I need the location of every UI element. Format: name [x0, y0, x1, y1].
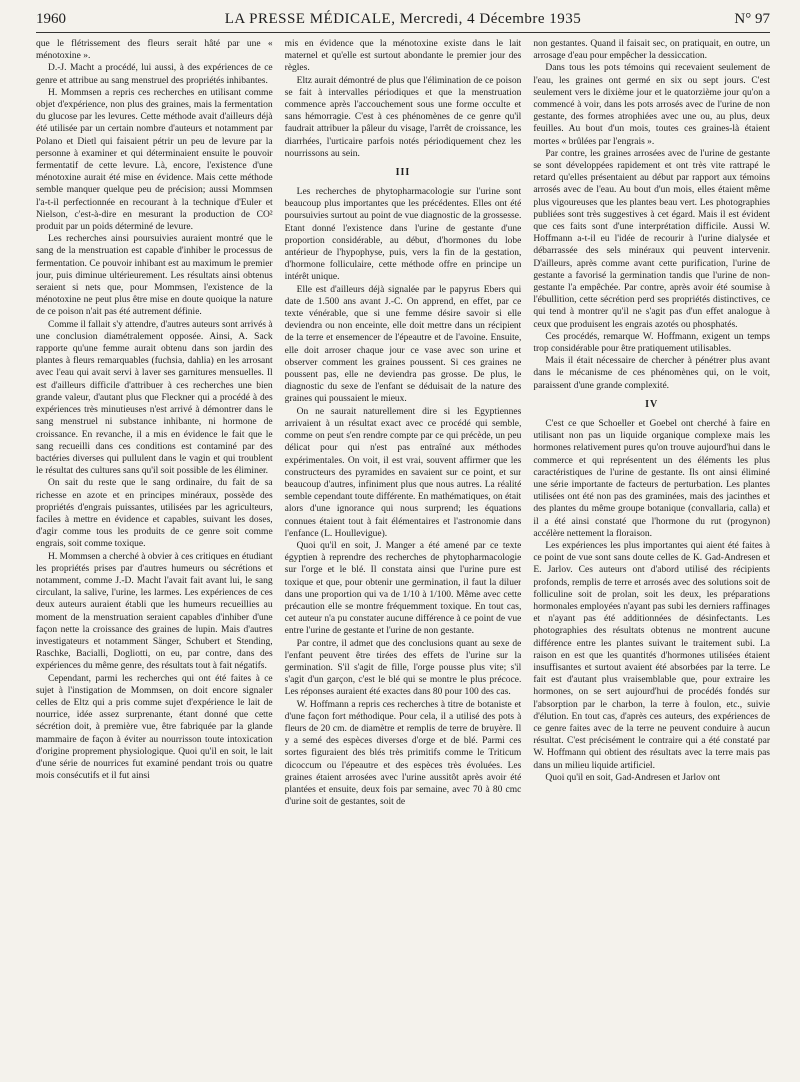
paragraph: Les recherches de phytopharmacologie sur l'urine sont beaucoup plus importantes que les précédentes. Elles ont été poursuivies surtout au point de vue diagnostic de la grossesse. Etant donné l'existence dans l'urine de gestante d'une proportion considérable, au début, d'hormones du lobe antérieur de l'hypophyse, puis, vers la fin de la gestation, d'hormone folliculaire, cette méthode offre en principe un intérêt unique. [284, 187, 522, 283]
paragraph: On sait du reste que le sang ordinaire, du fait de sa richesse en azote et en principes minéraux, possède des propriétés d'engrais puissantes, utilisées par les agriculteurs, faciles à mettre en évidence et capables, suivant les doses, d'agir comme tous les produits de ce genre soit comme engrais, soit comme toxique. [36, 478, 273, 550]
paragraph: Les expériences les plus importantes qui aient été faites à ce point de vue sont sans doute celles de K. Gad-Andresen et E. Jarlov. Ces auteurs ont d'abord utilisé des récipients profonds, remplis de terre et arrosés avec des solutions soit de folliculine soit de prolan, soit les deux, les préparations hormonales employées n'ayant pas subi les derniers raffinages et n'ayant pas été additionnées de désinfectants. Les photographies des résultats obtenus ne montrent aucune différence entre les plantes suivant le traitement subi. La raison en est que les quantités d'hormones utilisées étaient insuffisantes et surtout avaient été absorbées par la terre. Le fait est d'autant plus vraisemblable que, pour extraire les hormones, on se sert aujourd'hui de procédés fondés sur l'absorption par le charbon, la terre à foulon, etc., suivie d'élution. En tout cas, d'après ces auteurs, des expériences de ce genre faites avec de la terre ne peuvent conduire à aucun résultat. C'est précisément le contraire qui a été constaté par W. Hoffmann qui obtient des résultats avec la terre mais pas dans un milieu liquide artificiel. [533, 540, 770, 771]
paragraph: On ne saurait naturellement dire si les Egyptiennes arrivaient à un résultat exact avec ce procédé qui semble, comme on peut s'en rendre compte par ce qui précède, un peu délicat pour qui n'est pas entraîné aux méthodes expérimentales. On voit, il est vrai, souvent affirmer que les constructeurs des pyramides en savaient sur ce point, et sur beaucoup d'autres, infiniment plus que nous autres. La réalité semble cependant toute différente. En mathématiques, on était alors d'une ignorance qui nous surprend; les équations connues étaient tout à fait élémentaires et l'astronomie dans l'enfance (L. Houllevigue). [284, 406, 522, 539]
column-left [36, 38, 273, 1074]
paragraph: Eltz aurait démontré de plus que l'élimination de ce poison se fait à intervalles périodiques et que la menstruation commence après l'accouchement sous une forme occulte et sans hémorragie. C'est à ces phénomènes de ce genre qu'il faudrait attribuer la pâleur du visage, l'arrêt de croissance, les diarrhées, l'urticaire parfois notés périodiquement chez les nourrissons au sein. [284, 75, 522, 159]
paragraph: Les recherches ainsi poursuivies auraient montré que le sang de la menstruation est capable d'inhiber le processus de fermentation. Ce pouvoir inhibant est au maximum le premier jour, puis diminue ultérieurement. Les résultats ainsi obtenus seraient si nets que, pour Mommsen, l'existence de la ménotoxine ne peut plus être mise en doute quoique la nature de ce poison n'ait pas été autrement définie. [36, 234, 273, 318]
paragraph: Par contre, les graines arrosées avec de l'urine de gestante se sont développées rapidement et ont très vite rattrapé le retard qu'elles présentaient au début par rapport aux témoins arrosés avec de l'eau. Au bout d'un mois, elles étaient même plus vigoureuses que les plantes beau vert. Les photographies publiées sont très suggestives à cet égard. Mais il est évident que ces faits sont d'une interprétation difficile. Aussi W. Hoffmann a-t-il eu l'idée de recourir à l'urine dialysée et débarrassée des sels minéraux qui peuvent intervenir. D'ailleurs, après comme avant cette purification, l'urine de gestante a favorisé la germination tandis que l'urine de non-gestante l'a empêchée. Par contre, après avoir été soumise à l'ébullition, cette sécrétion perd ses propriétés distinctives, ce qui tend à montrer qu'il ne s'agit pas d'un effet analogue à ceux que produisent les engrais azotés ou phosphatés. [533, 148, 770, 330]
paragraph: Par contre, il admet que des conclusions quant au sexe de l'enfant peuvent être tirées des effets de l'urine sur la germination. S'il s'agit de fille, l'orge pousse plus vite; s'il s'agit d'un garçon, c'est le blé qui se montre le plus précoce. Les réponses auraient été exactes dans 80 pour 100 des cas. [284, 638, 522, 698]
section-heading: III [395, 167, 411, 179]
paragraph: Elle est d'ailleurs déjà signalée par le papyrus Ebers qui date de 1.500 ans avant J.-C. On apprend, en effet, par ce texte vénérable, que si une femme désire savoir si elle deviendra ou non enceinte, elle doit mettre dans un récipient de la terre et ensemencer de l'épeautre et de l'avoine. Ensuite, elle doit arroser chaque jour ce vase avec son urine et observer comment les graines poussent. Si ces graines ne poussent pas, elle ne deviendra pas grosse. De plus, le diagnostic du sexe de l'enfant se déduisait de la nature des graines qui poussaient le mieux. [284, 284, 522, 405]
paragraph: Ces procédés, remarque W. Hoffmann, exigent un temps trop considérable pour être pratiquement utilisables. [533, 331, 770, 355]
article-columns [36, 38, 770, 1074]
paragraph: non gestantes. Quand il faisait sec, on pratiquait, en outre, un arrosage d'eau pour empêcher la dessiccation. [533, 39, 770, 62]
paragraph: Comme il fallait s'y attendre, d'autres auteurs sont arrivés à une conclusion diamétralement opposée. Ainsi, A. Sack rapporte qu'une femme aurait obtenu dans son jardin des plantes à fleurs remarquables (fuchsia, dahlia) en les arrosant avec l'eau qui avait servi à laver ses garnitures mensuelles. Il est d'ailleurs difficile d'attribuer à ces recherches une bien grande valeur, d'autant plus que Fleckner qui a procédé à des expériences très minutieuses n'est arrivé à démontrer dans le sang menstruel ni substance inhibante, ni hormone de croissance. En revanche, il a mis en évidence le fait que le sang recueilli dans ces conditions est contaminé par des bactéries diverses qui pullulent dans le vagin et qui troublent le résultat des cultures sans qu'il soit possible de les éliminer. [36, 319, 273, 477]
column-right [533, 38, 770, 1074]
issue-number: N° 97 [734, 11, 770, 27]
publication-title: LA PRESSE MÉDICALE, Mercredi, 4 Décembre 1935 [224, 11, 582, 27]
paragraph: Quoi qu'il en soit, J. Manger a été amené par ce texte égyptien à reprendre des recherches de phytopharmacologie sur l'orge et le blé. Il constata ainsi que l'urine pure est toxique et que, pour obtenir une germination, il faut la diluer dans une proportion qui va de 1/10 à 1/100. Même avec cette précaution elle se montre fréquemment toxique. En tout cas, cet auteur n'a pu constater aucune différence à ce point de vue entre l'urine de gestante et l'urine de non gestante. [284, 540, 522, 637]
column-middle [285, 38, 522, 1074]
paragraph: C'est ce que Schoeller et Goebel ont cherché à faire en utilisant non pas un liquide organique complexe mais les hormones relativement pures qu'on trouve aujourd'hui dans le commerce et qui représentent un des éléments les plus caractéristiques de l'urine de gestante. Ils ont ainsi éliminé une série importante de facteurs de perturbation. Les plantes utilisées ont été non pas des graminées, mais des jacinthes et des plantes du même groupe botanique (convallaria, calla) et il a été ainsi constaté que l'hormone du rut (progynon) accélère nettement la floraison. [533, 418, 770, 539]
paragraph: Dans tous les pots témoins qui recevaient seulement de l'eau, les graines ont germé en six ou sept jours. C'est seulement vers le dixième jour et le quatorzième jour qu'on a commencé à voir, dans les pots arrosés avec de l'urine de non gestante, des formes atrophiées avec une ou, au plus, deux feuilles. Au bout d'un mois, toutes ces graines-là étaient mortes « brûlées par l'engrais ». [533, 63, 770, 147]
paragraph: H. Mommsen a repris ces recherches en utilisant comme objet d'expérience, non plus des graines, mais la fermentation du glucose par les levures. Cette méthode avait d'ailleurs déjà été utilisée par un certain nombre d'auteurs et notamment par Polano et Dietl qui faisaient pétrir un peu de levure par la personne à examiner et qui déterminaient ensuite le pouvoir fermentatif de cette levure. Là, encore, l'existence d'une ménotoxine aurait été mise en évidence. Mais cette méthode semble manquer quelque peu de précision; aussi Mommsen l'a-t-il perfectionnée en recourant à la technique d'Euler et Nielson, c'est-à-dire en mesurant la production de CO² produit par un poids déterminé de levure. [36, 87, 273, 233]
page-header [36, 8, 770, 33]
paragraph: mis en évidence que la ménotoxine existe dans le lait maternel et qu'elle est surtout abondante le premier jour des règles. [284, 39, 522, 74]
paragraph: D.-J. Macht a procédé, lui aussi, à des expériences de ce genre et attribue au sang menstruel des propriétés inhibantes. [36, 63, 273, 86]
paragraph: Cependant, parmi les recherches qui ont été faites à ce sujet à l'instigation de Mommsen, on doit encore signaler celles de Eltz qui a pris comme sujet d'expérience le lait de nourrice, idée assez surprenante, étant donné que cette sécrétion doit, à première vue, être fabriquée par la glande mammaire de façon à éviter au nourrisson toute intoxication d'origine proprement physiologique. Quoi qu'il en soit, le lait d'une série de nourrices fut examiné pendant trois ou quatre mois consécutifs et il fut ainsi [36, 673, 273, 782]
paragraph: H. Mommsen a cherché à obvier à ces critiques en étudiant les propriétés prises par d'autres humeurs ou sécrétions et notamment, comme J.-D. Macht l'avait fait avant lui, le sang circulant, la salive, l'urine, les larmes. Les expériences de ces deux auteurs auraient établi que les humeurs recueillies au moment de la menstruation seraient capables d'inhiber d'une façon nette la croissance des graines de lupin. Mais d'autres investigateurs et notamment Sänger, Schubert et Stending, Raschke, Bacialli, Dogliotti, on eu, par contre, dans des expériences du même genre, des résultats tout à fait négatifs. [36, 551, 273, 672]
section-heading: IV [645, 398, 659, 410]
paragraph: Quoi qu'il en soit, Gad-Andresen et Jarlov ont [545, 772, 721, 783]
paragraph: W. Hoffmann a repris ces recherches à titre de botaniste et d'une façon fort méthodique. Pour cela, il a utilisé des pots à fleurs de 20 cm. de diamètre et remplis de terre de bruyère. Il y a semé des espèces diverses d'orge et de blé. Parmi ces sortes figuraient des blés très primitifs comme le Triticum dicoccum ou l'épeautre et des espèces très évoluées. Les graines étaient arrosées avec l'urine aussitôt après avoir été plantées et ensuite, deux fois par semaine, avec 70 à 80 cmc d'urine soit de gestantes, soit de [284, 699, 522, 808]
page-number: 1960 [36, 11, 66, 27]
paragraph: Mais il était nécessaire de chercher à pénétrer plus avant dans le mécanisme de ces phénomènes qui, on le voit, paraissent d'une grande complexité. [533, 356, 770, 391]
paragraph: que le flétrissement des fleurs serait hâté par une « ménotoxine ». [36, 39, 273, 62]
